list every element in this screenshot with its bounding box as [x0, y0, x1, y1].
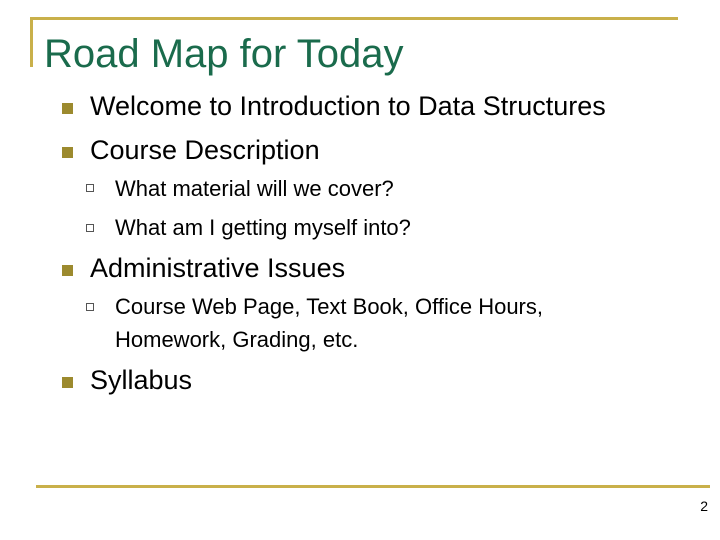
bullet-syllabus: Syllabus — [90, 365, 193, 395]
filled-square-icon — [62, 147, 73, 158]
filled-square-icon — [62, 265, 73, 276]
hollow-square-icon — [86, 184, 94, 192]
bullet-administrative-issues: Administrative Issues — [90, 253, 346, 283]
footer-rule — [36, 485, 710, 488]
hollow-square-icon — [86, 224, 94, 232]
bullet-course-description: Course Description — [90, 135, 320, 165]
slide-title: Road Map for Today — [44, 32, 404, 76]
filled-square-icon — [62, 103, 73, 114]
sub-bullet-course-web-page-continued: Homework, Grading, etc. — [115, 327, 359, 352]
bullet-welcome: Welcome to Introduction to Data Structures — [90, 91, 606, 121]
hollow-square-icon — [86, 303, 94, 311]
filled-square-icon — [62, 377, 73, 388]
page-number: 2 — [700, 498, 708, 514]
sub-bullet-material: What material will we cover? — [115, 176, 394, 201]
sub-bullet-course-web-page: Course Web Page, Text Book, Office Hours, — [115, 294, 543, 319]
sub-bullet-expectations: What am I getting myself into? — [115, 215, 411, 240]
